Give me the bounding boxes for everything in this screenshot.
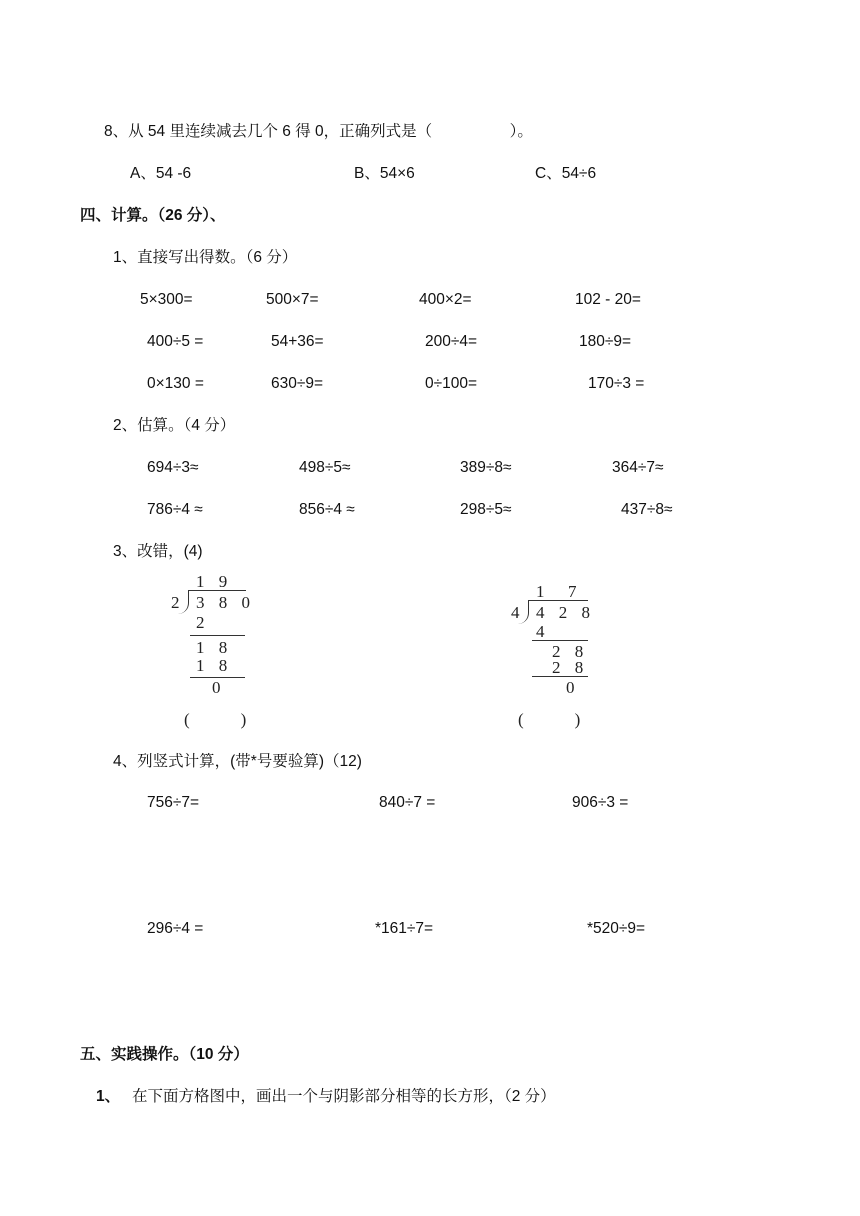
step-line bbox=[532, 640, 588, 641]
step: 2 bbox=[196, 613, 210, 632]
section-5-title: 五、实践操作。（10 分） bbox=[80, 1046, 249, 1063]
divisor: 4 bbox=[511, 603, 525, 622]
mental-math-item: 102 - 20= bbox=[575, 291, 641, 308]
mental-math-item: 400÷5 = bbox=[147, 333, 204, 350]
part-1-title: 1、直接写出得数。（6 分） bbox=[113, 249, 298, 266]
mental-math-item: 500×7= bbox=[266, 291, 319, 308]
division-bar bbox=[528, 600, 588, 601]
answer-blank[interactable]: ( ) bbox=[518, 710, 581, 729]
step: 2 8 bbox=[552, 642, 589, 661]
vertical-calc-item: 906÷3 = bbox=[572, 794, 629, 811]
estimate-item: 694÷3≈ bbox=[147, 459, 199, 476]
vertical-calc-item: *161÷7= bbox=[375, 920, 434, 937]
part-3-title: 3、改错，(4) bbox=[113, 543, 203, 560]
mental-math-item: 5×300= bbox=[140, 291, 193, 308]
estimate-item: 437÷8≈ bbox=[621, 501, 673, 518]
mental-math-item: 54+36= bbox=[271, 333, 324, 350]
question-8-option-a: A、54 -6 bbox=[130, 165, 192, 182]
mental-math-item: 400×2= bbox=[419, 291, 472, 308]
section-4-title: 四、计算。（26 分）、 bbox=[80, 207, 226, 224]
step-line bbox=[190, 635, 245, 636]
section-5-question-text: 在下面方格图中，画出一个与阴影部分相等的长方形，（2 分） bbox=[132, 1088, 556, 1105]
mental-math-item: 200÷4= bbox=[425, 333, 478, 350]
question-8-stem: 8、从 54 里连续减去几个 6 得 0，正确列式是（ ）。 bbox=[104, 123, 533, 140]
estimate-item: 389÷8≈ bbox=[460, 459, 512, 476]
mental-math-item: 180÷9= bbox=[579, 333, 632, 350]
vertical-calc-item: *520÷9= bbox=[587, 920, 646, 937]
division-bracket bbox=[178, 590, 189, 614]
vertical-calc-item: 840÷7 = bbox=[379, 794, 436, 811]
quotient: 1 7 bbox=[536, 582, 582, 601]
mental-math-item: 0×130 = bbox=[147, 375, 204, 392]
step: 1 8 bbox=[196, 638, 233, 657]
step-line bbox=[532, 676, 588, 677]
long-division-right bbox=[508, 584, 608, 734]
mental-math-item: 630÷9= bbox=[271, 375, 324, 392]
step: 1 8 bbox=[196, 656, 233, 675]
step: 0 bbox=[212, 678, 226, 697]
step: 0 bbox=[566, 678, 580, 697]
estimate-item: 298÷5≈ bbox=[460, 501, 512, 518]
divisor: 2 bbox=[171, 593, 185, 612]
vertical-calc-item: 756÷7= bbox=[147, 794, 200, 811]
division-bracket bbox=[518, 600, 529, 624]
division-bar bbox=[188, 590, 246, 591]
estimate-item: 786÷4 ≈ bbox=[147, 501, 203, 518]
step: 2 8 bbox=[552, 658, 589, 677]
step: 4 bbox=[536, 622, 550, 641]
part-4-title: 4、列竖式计算，(带*号要验算)（12) bbox=[113, 753, 362, 770]
mental-math-item: 0÷100= bbox=[425, 375, 478, 392]
estimate-item: 364÷7≈ bbox=[612, 459, 664, 476]
section-5-question-number: 1、 bbox=[96, 1088, 121, 1105]
estimate-item: 856÷4 ≈ bbox=[299, 501, 355, 518]
quotient: 1 9 bbox=[196, 572, 233, 591]
long-division-left bbox=[168, 574, 268, 734]
answer-blank[interactable]: ( ) bbox=[184, 710, 247, 729]
vertical-calc-item: 296÷4 = bbox=[147, 920, 204, 937]
mental-math-item: 170÷3 = bbox=[588, 375, 645, 392]
dividend: 4 2 8 bbox=[536, 603, 595, 622]
part-2-title: 2、估算。（4 分） bbox=[113, 417, 236, 434]
question-8-option-c: C、54÷6 bbox=[535, 165, 597, 182]
estimate-item: 498÷5≈ bbox=[299, 459, 351, 476]
question-8-option-b: B、54×6 bbox=[354, 165, 415, 182]
dividend: 3 8 0 bbox=[196, 593, 255, 612]
